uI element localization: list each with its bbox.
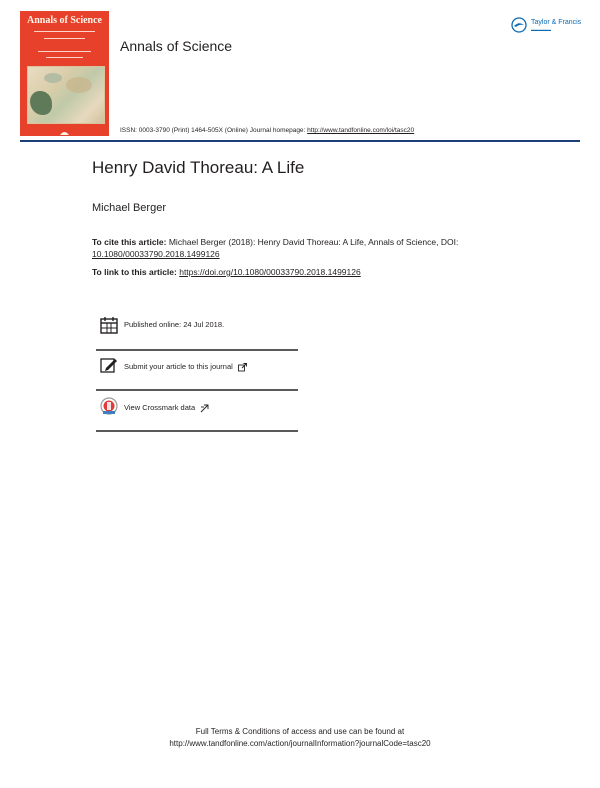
citation-label: To cite this article:: [92, 237, 167, 247]
published-row: [96, 312, 298, 350]
doi-link[interactable]: 10.1080/00033790.2018.1499126: [92, 249, 220, 259]
calendar-icon: [100, 316, 118, 334]
footer: [0, 726, 600, 750]
article-title: Henry David Thoreau: A Life: [92, 158, 305, 177]
edit-icon: [100, 356, 118, 374]
cover-rule: [38, 51, 91, 52]
publisher-emblem-icon: [59, 129, 70, 137]
submit-article-link[interactable]: Submit your article to this journal: [124, 362, 247, 372]
cover-title: Annals of Science: [27, 15, 102, 26]
footer-terms-link[interactable]: http://www.tandfonline.com/action/journalInformation?journalCode=tasc20: [169, 739, 431, 748]
cover-rule: [46, 57, 83, 58]
citation-block: [92, 236, 542, 260]
cover-map-illustration: [27, 66, 105, 124]
journal-cover-image: [20, 11, 109, 136]
crossmark-icon: [100, 397, 118, 415]
citation-text: Michael Berger (2018): Henry David Thoreau: A Life, Annals of Science, DOI:: [166, 237, 459, 247]
logo-subtext: ▬▬▬▬▬: [531, 27, 551, 32]
published-date: Published online: 24 Jul 2018.: [124, 320, 225, 329]
external-link-icon: [238, 363, 247, 372]
separator: [96, 349, 298, 351]
journal-name: Annals of Science: [120, 38, 233, 54]
logo-text: Taylor & Francis: [531, 19, 582, 26]
issn-line: [120, 127, 414, 134]
article-author: Michael Berger: [92, 202, 166, 214]
separator: [96, 389, 298, 391]
submit-row[interactable]: [96, 353, 298, 391]
footer-terms-text: Full Terms & Conditions of access and use can be found at: [195, 727, 405, 736]
article-url-link[interactable]: https://doi.org/10.1080/00033790.2018.1499126: [179, 267, 361, 277]
issn-text: ISSN: 0003-3790 (Print) 1464-505X (Online) Journal homepage:: [120, 127, 308, 134]
cover-rule: [34, 31, 95, 32]
crossmark-row[interactable]: [96, 393, 298, 431]
crossmark-link[interactable]: View Crossmark data: [124, 403, 209, 413]
external-link-icon: [200, 404, 209, 413]
separator: [96, 430, 298, 432]
cover-rule: [44, 38, 85, 39]
link-label: To link to this article:: [92, 267, 180, 277]
link-line: [92, 267, 361, 277]
header-rule: [20, 140, 580, 142]
journal-homepage-link[interactable]: http://www.tandfonline.com/loi/tasc20: [307, 127, 415, 134]
